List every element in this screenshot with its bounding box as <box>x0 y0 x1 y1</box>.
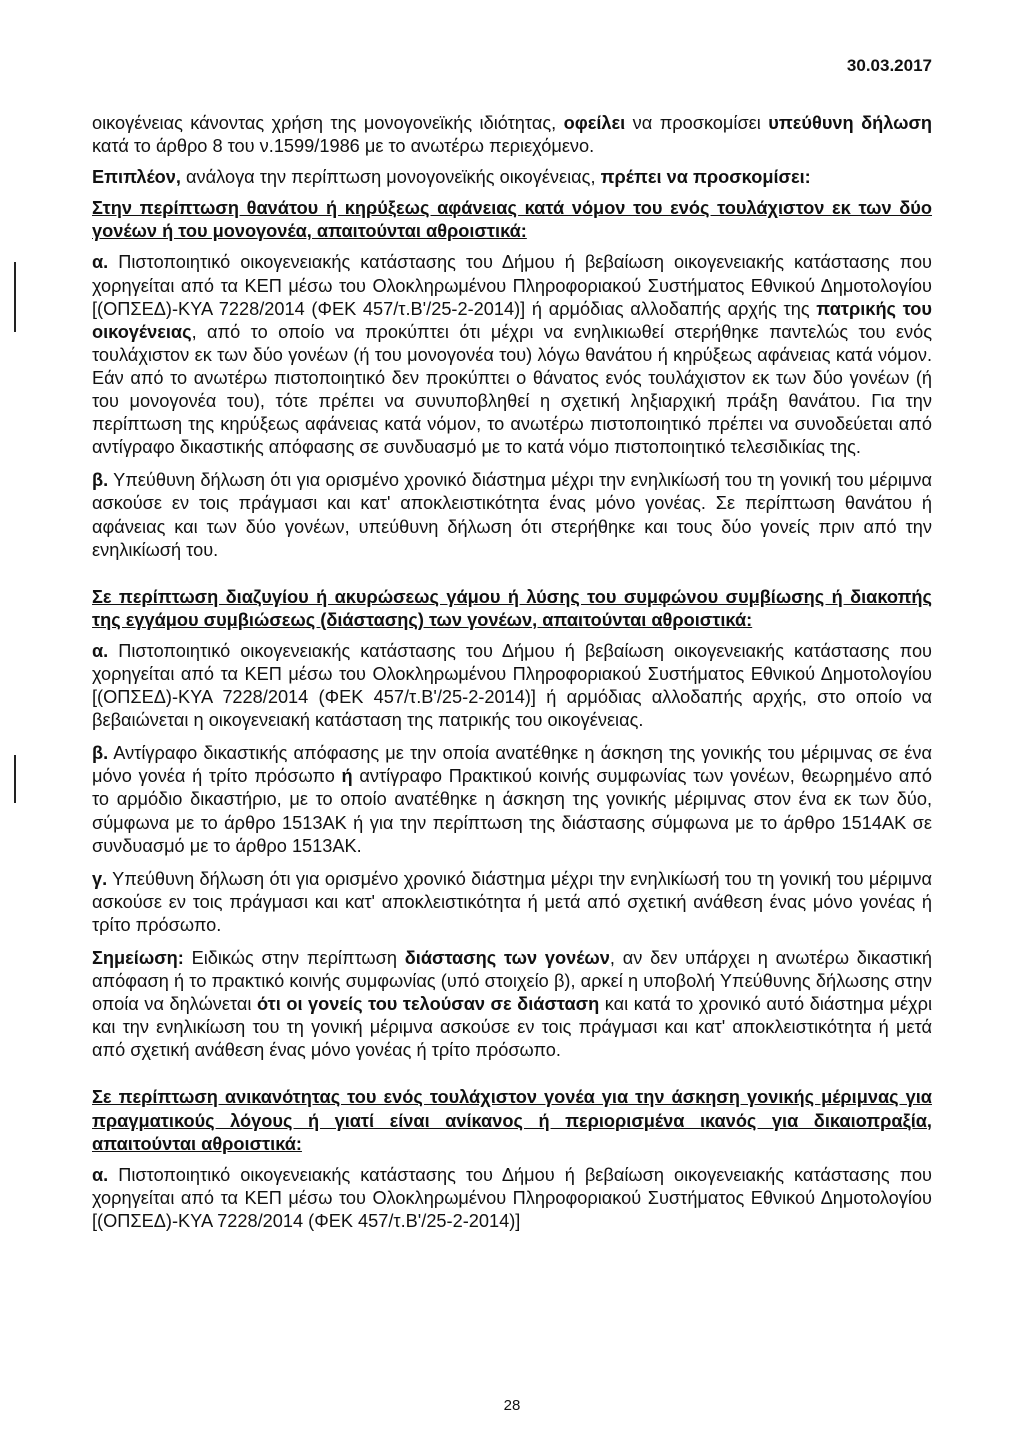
text-span: Υπεύθυνη δήλωση ότι για ορισμένο χρονικό διάστημα μέχρι την ενηλικίωσή του τη γονική του μέριμνα ασκούσε εν τοις πράγμασι και κατ' αποκλειστικότητα ένας μόνο γονέας. Σε περίπτωση θανάτου ή αφάνειας και των δύο γονέων, υπεύθυνη δήλωση ότι στερήθηκε και τους δύο γονείς πριν από την ενηλικίωσή του. <box>92 470 932 560</box>
list-item-a <box>92 640 932 732</box>
text-span: , αν δεν υπάρχει η ανωτέρω δικαστική απόφαση ή το πρακτικό κοινής συμφωνίας (υπό στοιχείο β), αρκεί η υποβολή Υπεύθυνης δήλωσης στην οποία να δηλώνεται <box>92 948 932 1015</box>
text-span: Ειδικώς στην περίπτωση <box>183 948 405 968</box>
text-span: Πιστοποιητικό οικογενειακής κατάστασης του Δήμου ή βεβαίωση οικογενειακής κατάστασης που χορηγείται από τα ΚΕΠ μέσω του Ολοκληρωμένου Πληροφοριακού Συστήματος Εθνικού Δημοτολογίου [(ΟΠΣΕΔ)-ΚΥΑ 7228/2014 (ΦΕΚ 457/τ.Β'/25-2-2014)] ή αρμόδιας αλλοδαπής αρχής, στο οποίο να βεβαιώνεται η οικογενειακή κατάσταση της πατρικής του οικογένειας. <box>92 640 932 731</box>
text-span: οικογένειας κάνοντας χρήση της μονογονεϊκής ιδιότητας, <box>92 113 564 133</box>
bold-text: πατρικής του οικογένειας <box>92 298 932 342</box>
text-span: κατά το άρθρο 8 του ν.1599/1986 με το ανωτέρω περιεχόμενο. <box>92 136 595 157</box>
document-body <box>92 112 932 1243</box>
margin-mark <box>14 262 16 332</box>
page-number: 28 <box>503 1397 521 1414</box>
intro-paragraph-2 <box>92 166 932 189</box>
list-item-a <box>92 251 932 459</box>
text-span: Αντίγραφο δικαστικής απόφασης με την οποία ανατέθηκε η άσκηση της γονικής του μέριμνας σε ένα μόνο γονέα ή τρίτο πρόσωπο <box>92 743 932 787</box>
bold-text: διάστασης των γονέων <box>404 948 610 968</box>
text-span: και κατά το χρονικό αυτό διάστημα μέχρι και την ενηλικίωση του τη γονική μέριμνα ασκούσε εν τοις πράγμασι και κατ' αποκλειστικότητα ή μετά από σχετική ανάθεση ένας μόνο γονέας ή τρίτο πρόσωπο. <box>92 994 932 1061</box>
text-span: , από το οποίο να προκύπτει ότι μέχρι να ενηλικιωθεί στερήθηκε παντελώς του ενός τουλάχιστον εκ των δύο γονέων (ή του μονογονέα του) λόγω θανάτου ή κηρύξεως αφάνειας κατά νόμον. Εάν από το ανωτέρω πιστοποιητικό δεν προκύπτει ο θάνατος ενός τουλάχιστον εκ των δύο γονέων (ή του μονογονέα του), τότε πρέπει να συνυποβληθεί η σχετική ληξιαρχική πράξη θανάτου. Για την περίπτωση της κηρύξεως αφάνειας κατά νόμον, το ανωτέρω πιστοποιητικό πρέπει να συνοδεύεται από αντίγραφο δικαστικής απόφασης σε συνδυασμό με το κατά νόμο πιστοποιητικό τελεσιδικίας της. <box>92 321 932 458</box>
section-heading-divorce: Σε περίπτωση διαζυγίου ή ακυρώσεως γάμου ή λύσης του συμφώνου συμβίωσης ή διακοπής της εγγάμου συμβιώσεως (διάστασης) των γονέων, απαιτούνται αθροιστικά: <box>92 586 932 630</box>
list-item-c <box>92 868 932 937</box>
text-span: να προσκομίσει <box>625 113 769 133</box>
document-date: 30.03.2017 <box>846 56 932 75</box>
bold-text: υπεύθυνη δήλωση <box>768 113 933 133</box>
bold-text: ότι οι γονείς του τελούσαν σε διάσταση <box>257 994 600 1015</box>
note-label: Σημείωση: <box>92 948 184 968</box>
list-marker: β. <box>92 743 109 764</box>
bold-text: ή <box>341 766 353 787</box>
bold-text: οφείλει <box>563 113 626 133</box>
list-marker: α. <box>92 252 109 273</box>
intro-paragraph <box>92 112 932 158</box>
bold-text: Επιπλέον, <box>92 167 181 188</box>
margin-mark <box>14 755 16 803</box>
section-heading-incapacity: Σε περίπτωση ανικανότητας του ενός τουλάχιστον γονέα για την άσκηση γονικής μέριμνας για πραγματικούς λόγους ή γιατί είναι ανίκανος ή περιορισμένα ικανός για δικαιοπραξία, απαιτούνται αθροιστικά: <box>92 1087 932 1154</box>
list-marker: α. <box>92 640 109 661</box>
list-marker: α. <box>92 1164 109 1185</box>
list-item-a <box>92 1164 932 1233</box>
bold-text: πρέπει να προσκομίσει: <box>600 167 811 188</box>
list-item-b <box>92 469 932 561</box>
text-span: Πιστοποιητικό οικογενειακής κατάστασης του Δήμου ή βεβαίωση οικογενειακής κατάστασης που χορηγείται από τα ΚΕΠ μέσω του Ολοκληρωμένου Πληροφοριακού Συστήματος Εθνικού Δημοτολογίου [(ΟΠΣΕΔ)-ΚΥΑ 7228/2014 (ΦΕΚ 457/τ.Β'/25-2-2014)] ή αρμόδιας αλλοδαπής αρχής της <box>92 252 932 319</box>
list-marker: β. <box>92 470 109 491</box>
note-paragraph <box>92 947 932 1062</box>
list-marker: γ. <box>92 868 108 889</box>
text-span: Πιστοποιητικό οικογενειακής κατάστασης του Δήμου ή βεβαίωση οικογενειακής κατάστασης που χορηγείται από τα ΚΕΠ μέσω του Ολοκληρωμένου Πληροφοριακού Συστήματος Εθνικού Δημοτολογίου [(ΟΠΣΕΔ)-ΚΥΑ 7228/2014 (ΦΕΚ 457/τ.Β'/25-2-2014)] <box>92 1164 932 1231</box>
text-span: Υπεύθυνη δήλωση ότι για ορισμένο χρονικό διάστημα μέχρι την ενηλικίωσή του τη γονική του μέριμνα ασκούσε εν τοις πράγμασι και κατ' αποκλειστικότητα ή μετά από σχετική ανάθεση ένας μόνο γονέας ή τρίτο πρόσωπο. <box>92 868 932 935</box>
section-heading-death: Στην περίπτωση θανάτου ή κηρύξεως αφάνειας κατά νόμον του ενός τουλάχιστον εκ των δύο γονέων ή του μονογονέα, απαιτούνται αθροιστικά: <box>92 198 932 242</box>
list-item-b <box>92 742 932 857</box>
text-span: αντίγραφο Πρακτικού κοινής συμφωνίας των γονέων, θεωρημένο από το αρμόδιο δικαστήριο, με το οποίο ανατέθηκε η άσκηση της γονικής μέριμνας στον ένα εκ των δύο, σύμφωνα με το άρθρο 1513ΑΚ ή για την περίπτωση της διάστασης σύμφωνα με το άρθρο 1514ΑΚ σε συνδυασμό με το άρθρο 1513ΑΚ. <box>92 766 932 856</box>
text-span: ανάλογα την περίπτωση μονογονεϊκής οικογένειας, <box>180 167 601 188</box>
